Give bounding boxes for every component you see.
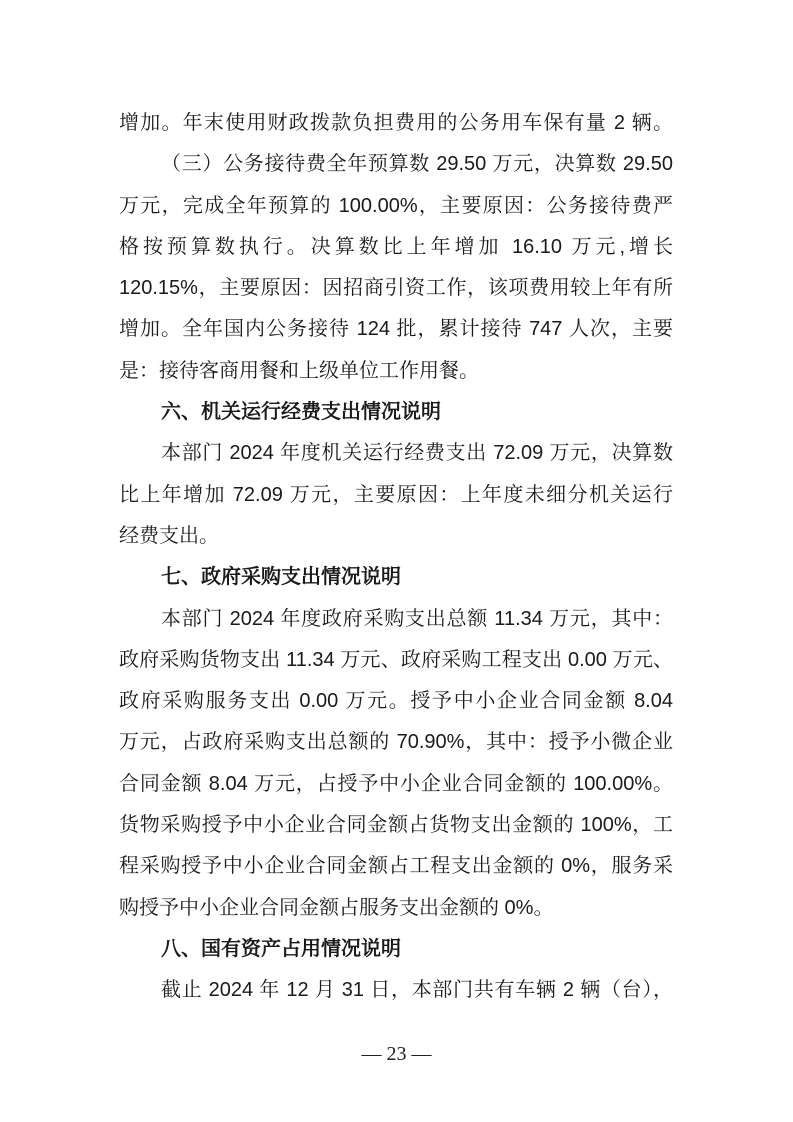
section-heading: 七、政府采购支出情况说明 [161,566,401,589]
body-line: 经费支出。 [119,524,219,547]
section-heading: 八、国有资产占用情况说明 [161,937,401,960]
body-line: 本部门 2024 年度机关运行经费支出 72.09 万元，决算数 [161,442,673,465]
document-body [119,103,673,1012]
body-line: 合同金额 8.04 万元，占授予中小企业合同金额的 100.00%。 [119,772,673,795]
body-line: 是：接待客商用餐和上级单位工作用餐。 [119,359,479,382]
body-line: 程采购授予中小企业合同金额占工程支出金额的 0%，服务采 [119,855,673,878]
body-line: 比上年增加 72.09 万元，主要原因：上年度未细分机关运行 [119,483,673,506]
body-line: 政府采购货物支出 11.34 万元、政府采购工程支出 0.00 万元、 [119,648,673,671]
page-number: — 23 — [361,1043,432,1065]
body-line: 增加。年末使用财政拨款负担费用的公务用车保有量 2 辆。 [119,112,673,134]
body-line: 政府采购服务支出 0.00 万元。授予中小企业合同金额 8.04 [119,690,673,713]
body-line: 格按预算数执行。决算数比上年增加 16.10 万元,增长 [119,235,673,258]
body-line: 本部门 2024 年度政府采购支出总额 11.34 万元，其中： [161,607,673,630]
body-line: 货物采购授予中小企业合同金额占货物支出金额的 100%，工 [119,814,673,837]
body-line: 万元，占政府采购支出总额的 70.90%，其中：授予小微企业 [119,731,673,754]
body-line: 购授予中小企业合同金额占服务支出金额的 0%。 [119,896,554,919]
body-line: 120.15%，主要原因：因招商引资工作，该项费用较上年有所 [119,277,673,300]
body-line: 截止 2024 年 12 月 31 日，本部门共有车辆 2 辆（台）， [161,979,673,1002]
section-heading: 六、机关运行经费支出情况说明 [161,401,441,424]
body-line: 万元，完成全年预算的 100.00%，主要原因：公务接待费严 [119,194,673,217]
body-line: 增加。全年国内公务接待 124 批，累计接待 747 人次，主要 [119,318,673,341]
body-line: （三）公务接待费全年预算数 29.50 万元，决算数 29.50 [161,153,673,176]
